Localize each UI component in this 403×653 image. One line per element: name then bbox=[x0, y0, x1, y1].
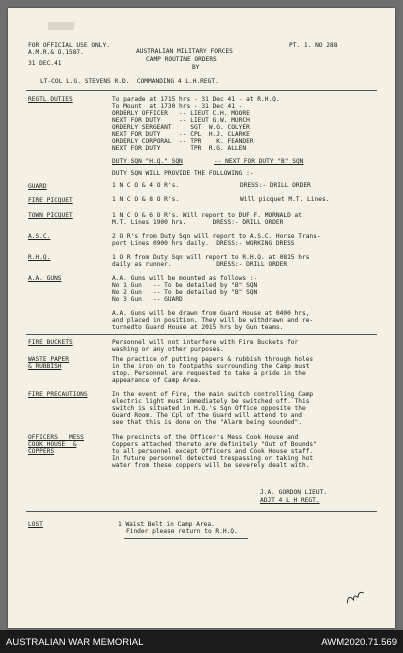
part-number: PT. 1. NO 288 bbox=[289, 42, 338, 49]
waste-line: in the iron on to footpaths surrounding the Camp must bbox=[112, 363, 310, 370]
lost-line: Finder please return to R.H.Q. bbox=[126, 528, 238, 535]
fire-precautions-label: FIRE PRECAUTIONS bbox=[28, 391, 88, 398]
rhq-label: R.H.Q. bbox=[28, 254, 51, 261]
order-date: 31 DEC.41 bbox=[28, 60, 62, 67]
by-label: BY bbox=[192, 64, 200, 71]
archive-name: AUSTRALIAN WAR MEMORIAL bbox=[6, 637, 144, 648]
rhq-line: 1 O R from Duty Sqn will report to R.H.Q. at 0815 hrs bbox=[112, 254, 310, 261]
fire-picquet-text: 1 N C O & 8 O R's. bbox=[112, 196, 180, 203]
fire-precautions-line: Guard Room. The Cpl of the Guard will attend to and bbox=[112, 412, 302, 419]
duty-line: NEXT FOR DUTY TPR R.G. ALLEN bbox=[112, 145, 247, 152]
officers-mess-line: to all personnel except Officers and Cook House staff. bbox=[112, 448, 314, 455]
town-picquet-label: TOWN PICQUET bbox=[28, 212, 73, 219]
guard-text: 1 N C O & 4 O R's. bbox=[112, 182, 180, 189]
archive-id: AWM2020.71.569 bbox=[321, 637, 397, 648]
divider bbox=[26, 334, 377, 335]
divider bbox=[26, 90, 377, 91]
rhq-line: daily as runner. DRESS:- DRILL ORDER bbox=[112, 261, 288, 268]
next-duty-squadron: -- NEXT FOR DUTY "B" SQN bbox=[214, 158, 304, 165]
divider bbox=[26, 511, 377, 512]
signature-title: ADJT 4 L H REGT. bbox=[260, 497, 320, 504]
rubbish-label: & RUBBISH bbox=[28, 363, 62, 370]
reference-number: A.M.R.& O.1587. bbox=[28, 49, 84, 56]
cook-house-label: COOK HOUSE & bbox=[28, 441, 77, 448]
asc-line: 2 O R's from Duty Sqn will report to A.S.C. Horse Trans- bbox=[112, 233, 321, 240]
duty-line: ORDERLY OFFICER -- LIEUT C.H. MOORE bbox=[112, 110, 250, 117]
duty-line: To Mount at 1730 hrs - 31 Dec 41 - bbox=[112, 103, 243, 110]
town-picquet-line: M.T. Lines 1900 hrs. DRESS:- DRILL ORDER bbox=[112, 219, 284, 226]
aa-guns-label: A.A. GUNS bbox=[28, 275, 62, 282]
aa-guns-line: turnedto Guard House at 2015 hrs by Gun teams. bbox=[112, 324, 284, 331]
divider bbox=[124, 538, 248, 539]
duty-line: ORDERLY SERGEANT SGT W.G. COLYER bbox=[112, 124, 250, 131]
lost-line: 1 Waist Belt in Camp Area. bbox=[118, 521, 215, 528]
coppers-label: COPPERS bbox=[28, 448, 55, 455]
officers-mess-line: The precincts of the Officer's Mess Cook House and bbox=[112, 434, 299, 441]
fire-precautions-line: In the event of Fire, the main switch controlling Camp bbox=[112, 391, 314, 398]
fire-precautions-line: switch is situated in H.Q.'s Sqn Office opposite the bbox=[112, 405, 306, 412]
fire-precautions-line: electric light must immediately be switched off. This bbox=[112, 398, 310, 405]
guard-dress: DRESS:- DRILL ORDER bbox=[240, 182, 311, 189]
fire-precautions-line: see that this is done on the "Alarm being sounded". bbox=[112, 419, 302, 426]
duties-heading: REGTL DUTIES bbox=[28, 96, 73, 103]
asc-line: port Lines 0900 hrs daily. DRESS:- WORKING DRESS bbox=[112, 240, 295, 247]
duty-line: NEXT FOR DUTY -- CPL H.J. CLARKE bbox=[112, 131, 250, 138]
duty-line: NEXT FOR DUTY -- LIEUT G.W. MURCH bbox=[112, 117, 250, 124]
waste-paper-label: WASTE PAPER bbox=[28, 356, 69, 363]
officers-mess-line: water from these coppers will be severely dealt with. bbox=[112, 462, 310, 469]
handwritten-initials bbox=[343, 587, 369, 610]
aa-guns-line: No 3 Gun -- GUARD bbox=[112, 296, 183, 303]
officers-mess-line: Coppers attached thereto are definitely "Out of Bounds" bbox=[112, 441, 317, 448]
waste-line: appearance of Camp Area. bbox=[112, 377, 202, 384]
official-use-label: FOR OFFICIAL USE ONLY. bbox=[28, 42, 110, 49]
fire-buckets-line: washing or any other purposes. bbox=[112, 346, 224, 353]
provide-line: DUTY SQN WILL PROVIDE THE FOLLOWING :- bbox=[112, 170, 254, 177]
aa-guns-line: No 2 Gun -- To be detailed by "B" SQN bbox=[112, 289, 258, 296]
organisation-title: AUSTRALIAN MILITARY FORCES bbox=[136, 48, 233, 55]
duty-squadron: DUTY SQN "H.Q." SQN bbox=[112, 158, 183, 165]
commander-line: LT-COL L.G. STEVENS R.D. COMMANDING 4 L.H.REGT. bbox=[40, 78, 219, 85]
guard-label: GUARD bbox=[28, 183, 47, 190]
town-picquet-line: 1 N C O & 6 O R's. Will report to DUF F. MORNALD at bbox=[112, 212, 302, 219]
duty-line: ORDERLY CORPORAL -- TPR K. FEANDER bbox=[112, 138, 254, 145]
waste-line: The practice of putting papers & rubbish through holes bbox=[112, 356, 314, 363]
document-page bbox=[8, 8, 395, 628]
officers-mess-label: OFFICERS MESS bbox=[28, 434, 84, 441]
fire-picquet-label: FIRE PICQUET bbox=[28, 197, 73, 204]
ink-stamp bbox=[48, 22, 74, 30]
duty-line: To parade at 1715 hrs - 31 Dec 41 - at R.H.Q. bbox=[112, 96, 280, 103]
archive-footer bbox=[0, 630, 403, 653]
signature-name: J.A. GORDON LIEUT. bbox=[260, 489, 328, 496]
asc-label: A.S.C. bbox=[28, 233, 51, 240]
officers-mess-line: In future personnel detected trespassing or taking hot bbox=[112, 455, 314, 462]
fire-buckets-line: Personnel will not interfere with Fire Buckets for bbox=[112, 339, 299, 346]
lost-label: LOST bbox=[28, 521, 43, 528]
aa-guns-line: A.A. Guns will be drawn from Guard House at 0400 hrs, bbox=[112, 310, 310, 317]
waste-line: stop. Personnel are requested to take a pride in the bbox=[112, 370, 306, 377]
aa-guns-line: No 1 Gun -- To be detailed by "B" SQN bbox=[112, 282, 258, 289]
orders-title: CAMP ROUTINE ORDERS bbox=[146, 56, 217, 63]
aa-guns-line: A.A. Guns will be mounted as follows :- bbox=[112, 275, 258, 282]
aa-guns-line: and placed in position. They will be withdrawn and re- bbox=[112, 317, 314, 324]
fire-picquet-note: Will picquet M.T. Lines. bbox=[240, 196, 330, 203]
fire-buckets-label: FIRE BUCKETS bbox=[28, 339, 73, 346]
